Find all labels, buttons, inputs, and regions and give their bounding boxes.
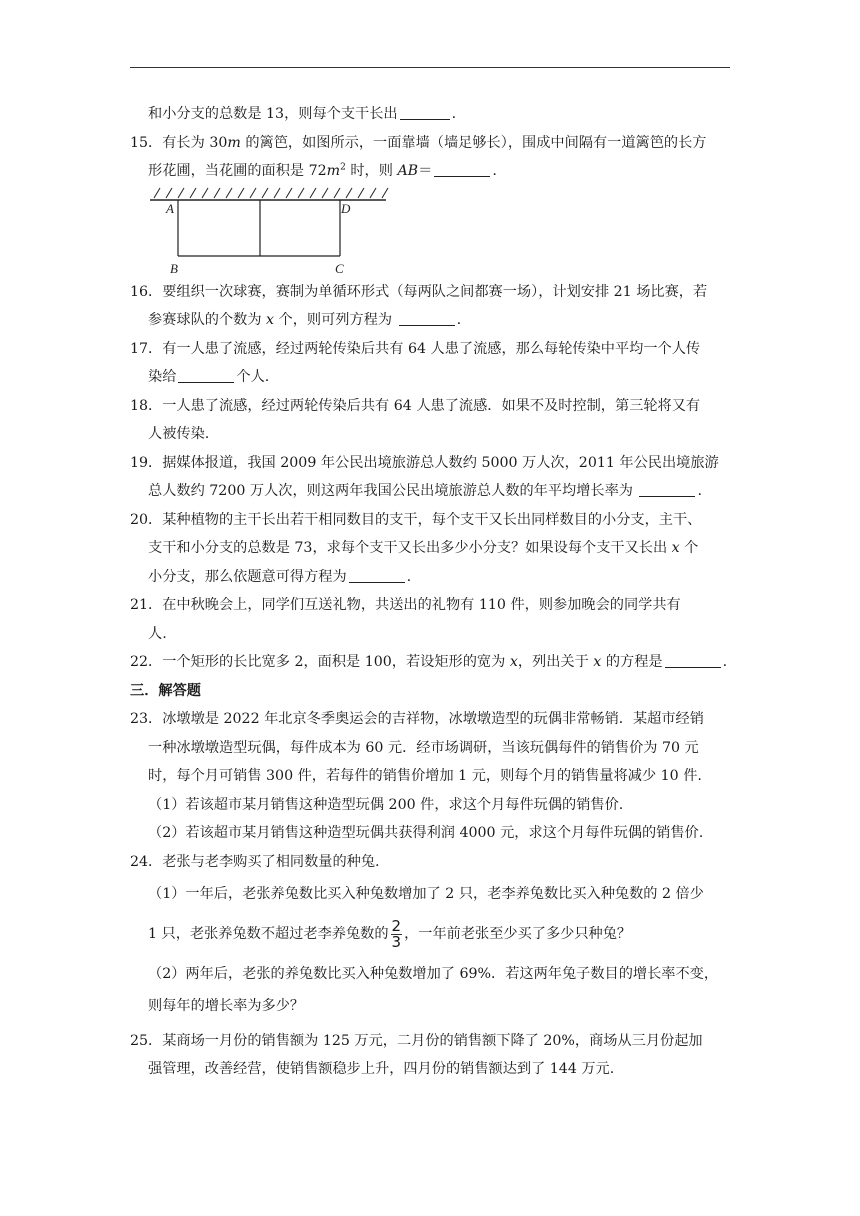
- q20-line3: 小分支，那么依题意可得方程为 .: [130, 563, 730, 592]
- q21-line1: 21．在中秋晚会上，同学们互送礼物，共送出的礼物有 110 件，则参加晚会的同学共有: [130, 597, 681, 613]
- answer-blank: [400, 103, 450, 120]
- q15-line2: 形花圃，当花圃的面积是 $72m^2$ 时，则 AB＝ .: [130, 157, 730, 186]
- q24-sub1-line1: （1）一年后，老张养兔数比买入种兔数增加了 2 只，老李养兔数比买入种兔数的 2 倍少: [148, 886, 704, 902]
- q14-tail: 和小分支的总数是 13，则每个支干长出 .: [130, 100, 730, 129]
- q24-sub2-line1: （2）两年后，老张的养兔数比买入种兔数增加了 69%．若这两年兔子数目的增长率不变，: [148, 966, 719, 982]
- answer-blank: [665, 651, 721, 668]
- q18-line1: 18．一人患了流感，经过两轮传染后共有 64 人患了流感．如果不及时控制，第三轮将又有: [130, 397, 701, 414]
- label-c: C: [335, 260, 344, 276]
- q15-line1: 15．有长为 30m 的篱笆，如图所示，一面靠墙（墙足够长），围成中间隔有一道篱笆的长方: [130, 134, 707, 151]
- q23-line1: 23．冰墩墩是 2022 年北京冬季奥运会的吉祥物，冰墩墩造型的玩偶非常畅销．某超市经销: [130, 711, 704, 727]
- q24-line1: 24．老张与老李购买了相同数量的种兔.: [130, 853, 380, 870]
- section-heading: 三．解答题: [130, 682, 201, 699]
- answer-blank: [639, 480, 695, 497]
- q25-line1: 25．某商场一月份的销售额为 125 万元，二月份的销售额下降了 20%，商场从三月份起加: [130, 1032, 703, 1049]
- fence-diagram: [148, 186, 398, 278]
- q17-line2: 染给 个人.: [130, 363, 730, 392]
- q24-sub1-line2: 1 只，老张养兔数不超过老李养兔数的 $\frac{2}{3}$ ，一年前老张至少买了多少只种兔？: [148, 916, 632, 951]
- q23-sub2: （2）若该超市某月销售这种造型玩偶共获得利润 4000 元，求这个月每件玩偶的销售价.: [148, 825, 704, 841]
- q24-sub2-line2: 则每年的增长率为多少？: [148, 998, 305, 1014]
- q19-line2: 总人数约 7200 万人次，则这两年我国公民出境旅游总人数的年平均增长率为 .: [130, 477, 730, 506]
- page-content: [130, 100, 730, 1084]
- q20-line2: 支干和小分支的总数是 73，求每个支干又长出多少小分支？如果设每个支干又长出 x 个: [148, 540, 699, 556]
- label-a: A: [166, 200, 174, 216]
- fraction: $\frac{2}{3}$: [391, 916, 402, 951]
- q22-line1: 22．一个矩形的长比宽多 2，面积是 100，若设矩形的宽为 x，列出关于 x 的方程是 .: [130, 648, 730, 677]
- answer-blank: [178, 366, 234, 383]
- q16-line1: 16．要组织一次球赛，赛制为单循环形式（每两队之间都赛一场），计划安排 21 场比赛，若: [130, 283, 708, 300]
- q23-line3: 时，每个月可销售 300 件，若每件的销售价增加 1 元，则每个月的销售量将减少 10 件.: [148, 768, 702, 784]
- q25-line2: 强管理，改善经营，使销售额稳步上升，四月份的销售额达到了 144 万元.: [148, 1061, 615, 1077]
- q20-line1: 20．某种植物的主干长出若干相同数目的支干，每个支干又长出同样数目的小分支，主干、: [130, 511, 702, 528]
- answer-blank: [349, 566, 405, 583]
- q19-line1: 19．据媒体报道，我国 2009 年公民出境旅游总人数约 5000 万人次，2011 年公民出境旅游: [130, 454, 719, 471]
- q23-sub1: （1）若该超市某月销售这种造型玩偶 200 件，求这个月每件玩偶的销售价.: [148, 796, 624, 813]
- header-rule: [130, 67, 730, 68]
- label-b: B: [170, 260, 178, 276]
- q16-line2: 参赛球队的个数为 x 个，则可列方程为 .: [130, 306, 730, 335]
- answer-blank: [434, 160, 490, 177]
- label-d: D: [341, 200, 351, 216]
- q17-line1: 17．有一人患了流感，经过两轮传染后共有 64 人患了流感，那么每轮传染中平均一个人传: [130, 340, 701, 357]
- q18-line2: 人被传染.: [148, 426, 210, 442]
- q21-line2: 人.: [148, 625, 167, 642]
- answer-blank: [399, 309, 455, 326]
- q23-line2: 一种冰墩墩造型玩偶，每件成本为 60 元．经市场调研，当该玩偶每件的销售价为 70 元: [148, 739, 699, 756]
